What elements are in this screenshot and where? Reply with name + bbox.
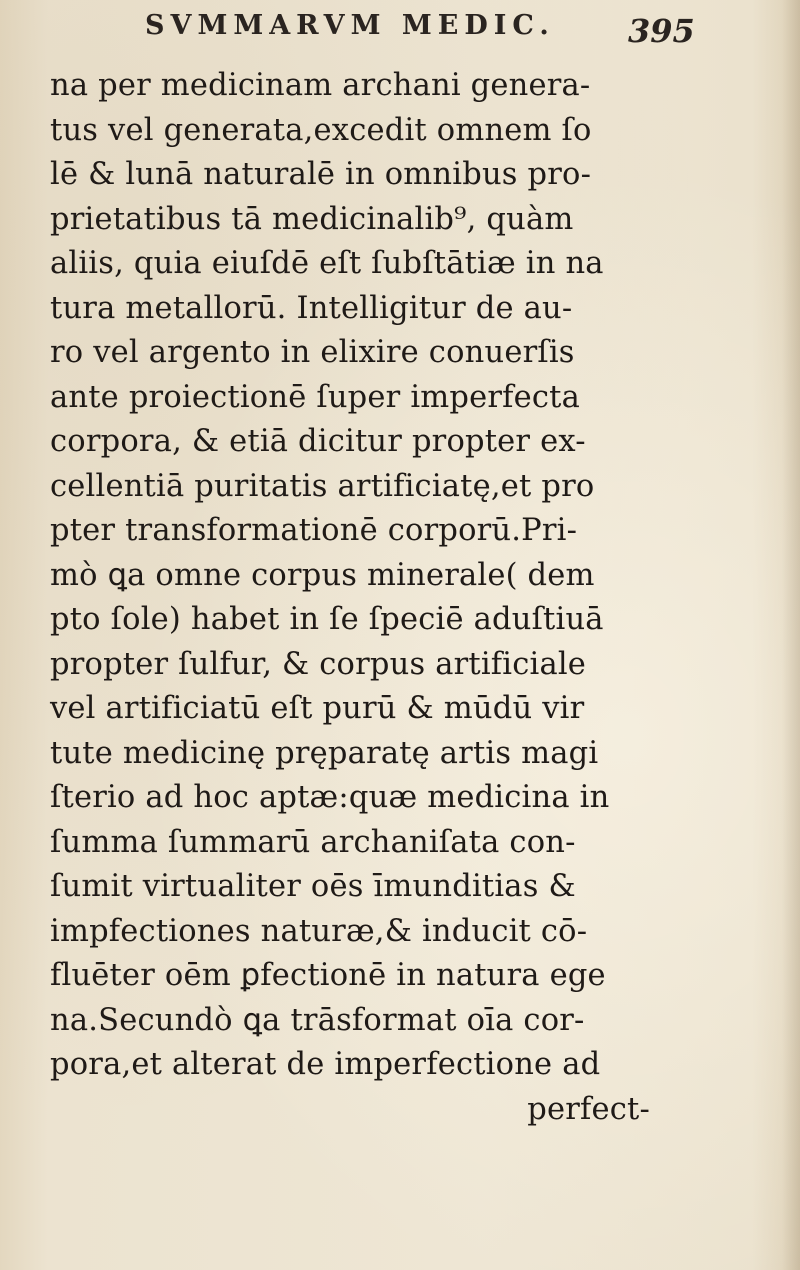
text-line: lē & lunā naturalē in omnibus pro- xyxy=(50,157,592,192)
text-line: ante proiectionē ſuper imperfecta xyxy=(50,379,581,415)
text-line: pora,et alterat de imperfectione ad xyxy=(50,1047,601,1082)
text-line: vel artificiatū eſt purū & mūdū vir xyxy=(50,691,585,726)
text-line: corpora, & etiā dicitur propter ex- xyxy=(50,424,586,459)
text-line: tus vel generata,excedit omnem ſo xyxy=(50,112,592,148)
text-line: tute medicinę pręparatę artis magi xyxy=(50,735,599,771)
page-number: 395 xyxy=(628,12,695,50)
body-text xyxy=(50,64,650,1132)
text-line: ro vel argento in elixire conuerſis xyxy=(50,335,575,370)
running-head: SVMMARVM MEDIC. xyxy=(145,10,555,41)
text-line: pter transformationē corporū.Pri- xyxy=(50,513,578,548)
text-line: propter ſulfur, & corpus artificiale xyxy=(50,646,587,682)
catchword: perfect- xyxy=(527,1091,650,1127)
text-line: ſumma ſummarū archaniſata con- xyxy=(50,824,576,860)
text-line: prietatibus tā medicinalib⁹, quàm xyxy=(50,201,574,237)
text-line: na per medicinam archani genera- xyxy=(50,68,591,103)
text-line: fluēter oēm ꝑfectionē in natura ege xyxy=(50,958,606,993)
text-line: ſterio ad hoc aptæ:quæ medicina in xyxy=(50,780,610,815)
text-line: cellentiā puritatis artificiatę,et pro xyxy=(50,468,595,504)
text-line: ſumit virtualiter oēs īmunditias & xyxy=(50,869,576,904)
text-line: tura metallorū. Intelligitur de au- xyxy=(50,290,573,326)
text-line: pto ſole) habet in ſe ſpeciē aduſtiuā xyxy=(50,602,604,637)
text-line: mò ꝗa omne corpus minerale( dem xyxy=(50,557,595,593)
text-line: na.Secundò ꝗa trāsformat oīa cor- xyxy=(50,1002,585,1038)
page-edge-shadow xyxy=(782,0,800,1270)
text-line: impfectiones naturæ,& inducit cō- xyxy=(50,913,588,949)
text-line: aliis, quia eiuſdē eſt ſubſtātiæ in na xyxy=(50,246,604,281)
